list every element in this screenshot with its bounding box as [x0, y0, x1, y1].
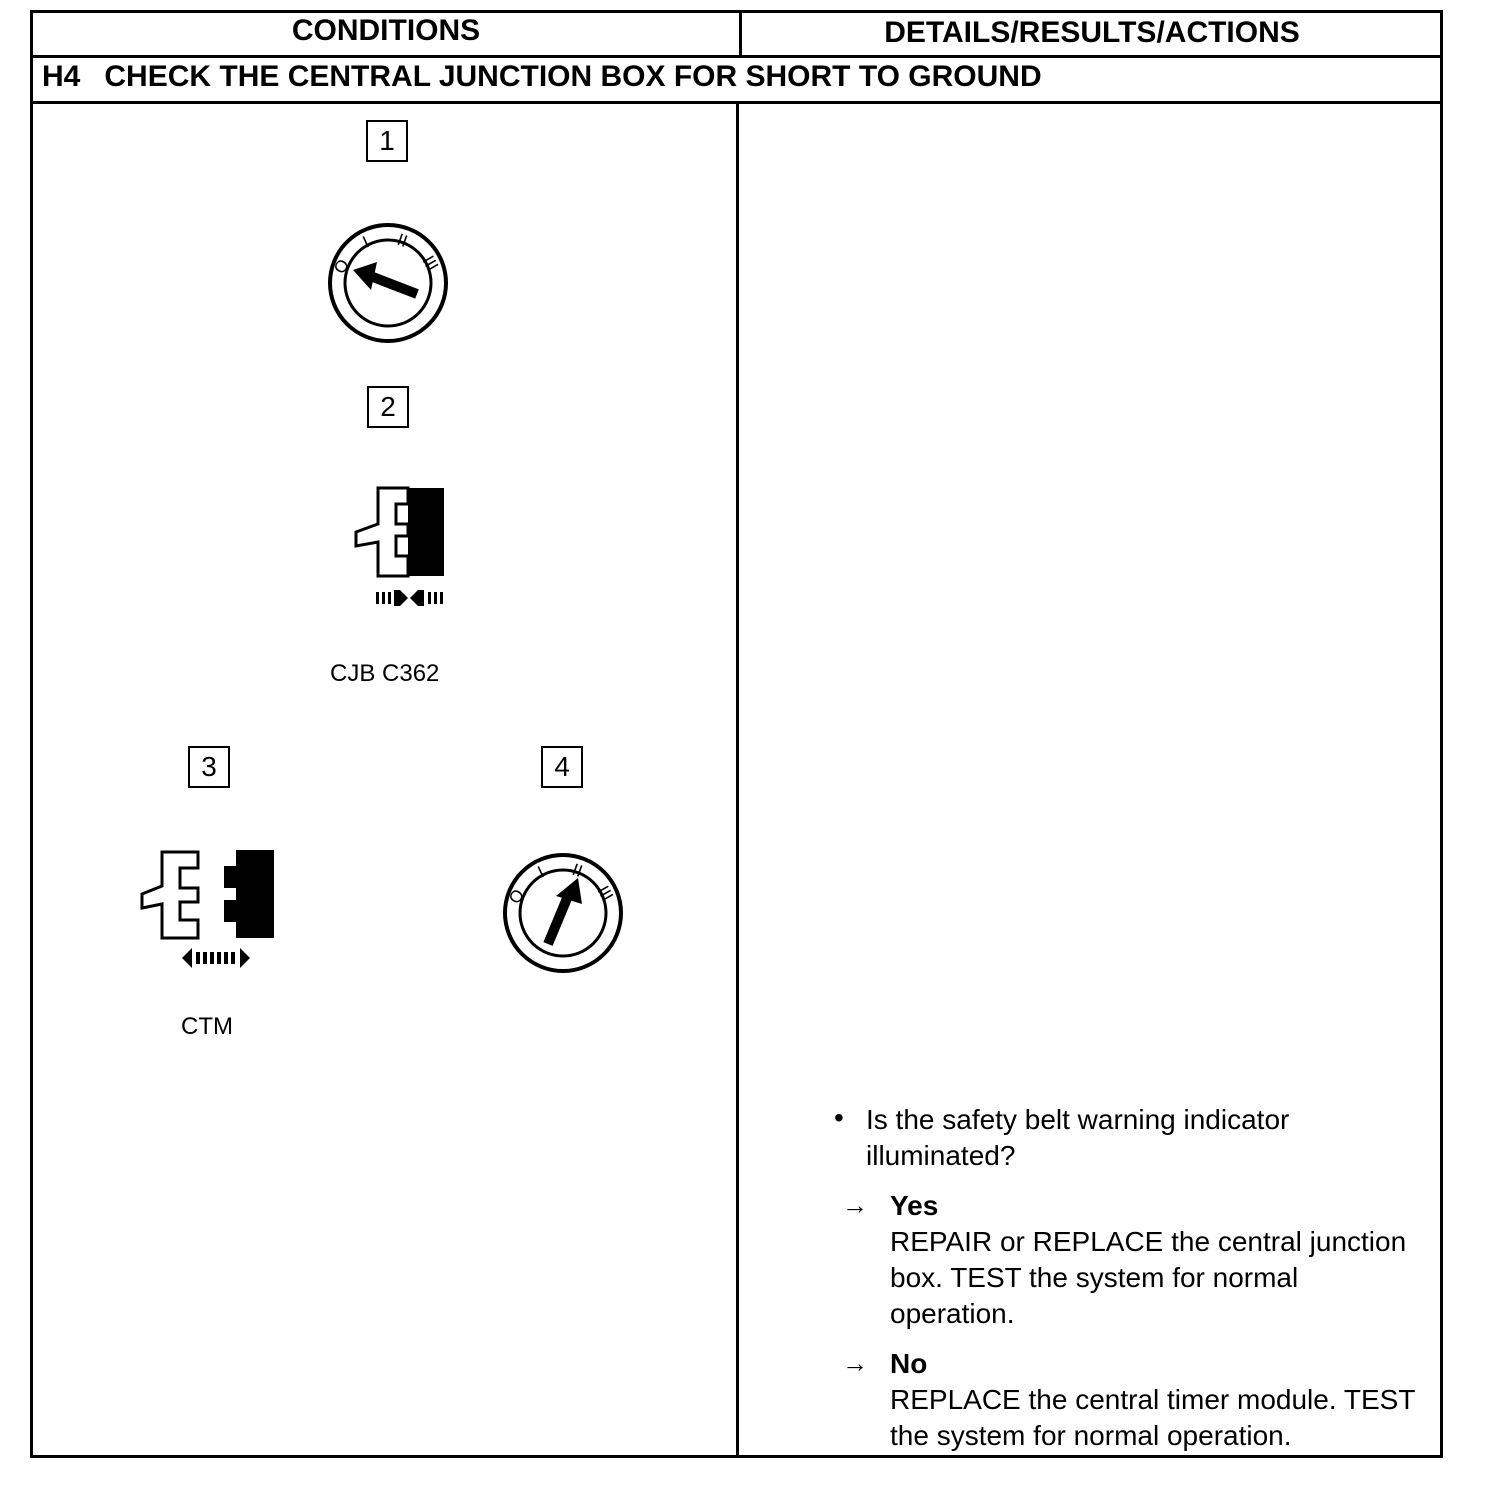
ignition-label-start: III	[418, 252, 443, 275]
ignition-label-off: O	[505, 886, 529, 907]
no-result	[890, 1346, 1430, 1454]
step-number-4: 4	[541, 746, 583, 788]
no-label: No	[890, 1348, 928, 1379]
step-code: H4	[42, 60, 81, 93]
question-text: Is the safety belt warning indicator illuminated?	[866, 1104, 1290, 1171]
yes-label: Yes	[890, 1190, 939, 1221]
question-bullet: •	[834, 1102, 844, 1133]
ignition-label-run: II	[569, 859, 586, 881]
header-divider	[30, 55, 1443, 58]
yes-action: REPAIR or REPLACE the central junction box. TEST the system for normal operation.	[890, 1226, 1407, 1329]
step-number-3: 3	[188, 746, 230, 788]
conditions-header: CONDITIONS	[291, 14, 481, 47]
connector-caption-cjb: CJB C362	[330, 660, 440, 687]
yes-result	[890, 1188, 1410, 1332]
ignition-label-off: O	[330, 256, 354, 277]
no-action: REPLACE the central timer module. TEST the system for normal operation.	[890, 1384, 1415, 1451]
step-number-2: 2	[367, 386, 409, 428]
ignition-key-off-icon	[325, 222, 451, 344]
yes-arrow-icon: →	[842, 1190, 868, 1220]
ignition-label-start: III	[593, 882, 618, 905]
no-arrow-icon: →	[842, 1348, 868, 1378]
step-number-1: 1	[366, 120, 408, 162]
ignition-label-acc: I	[359, 232, 372, 252]
connector-disconnect-icon	[136, 848, 281, 973]
ignition-key-run-icon	[500, 852, 626, 974]
connector-connect-icon	[350, 484, 455, 614]
ignition-label-run: II	[394, 229, 411, 251]
body-column-divider	[736, 101, 739, 1458]
step-title	[42, 60, 1042, 94]
step-title-text: CHECK THE CENTRAL JUNCTION BOX FOR SHORT TO GROUND	[104, 60, 1042, 93]
connector-caption-ctm: CTM	[181, 1013, 233, 1040]
ignition-label-acc: I	[534, 862, 547, 882]
details-header: DETAILS/RESULTS/ACTIONS	[884, 16, 1300, 49]
